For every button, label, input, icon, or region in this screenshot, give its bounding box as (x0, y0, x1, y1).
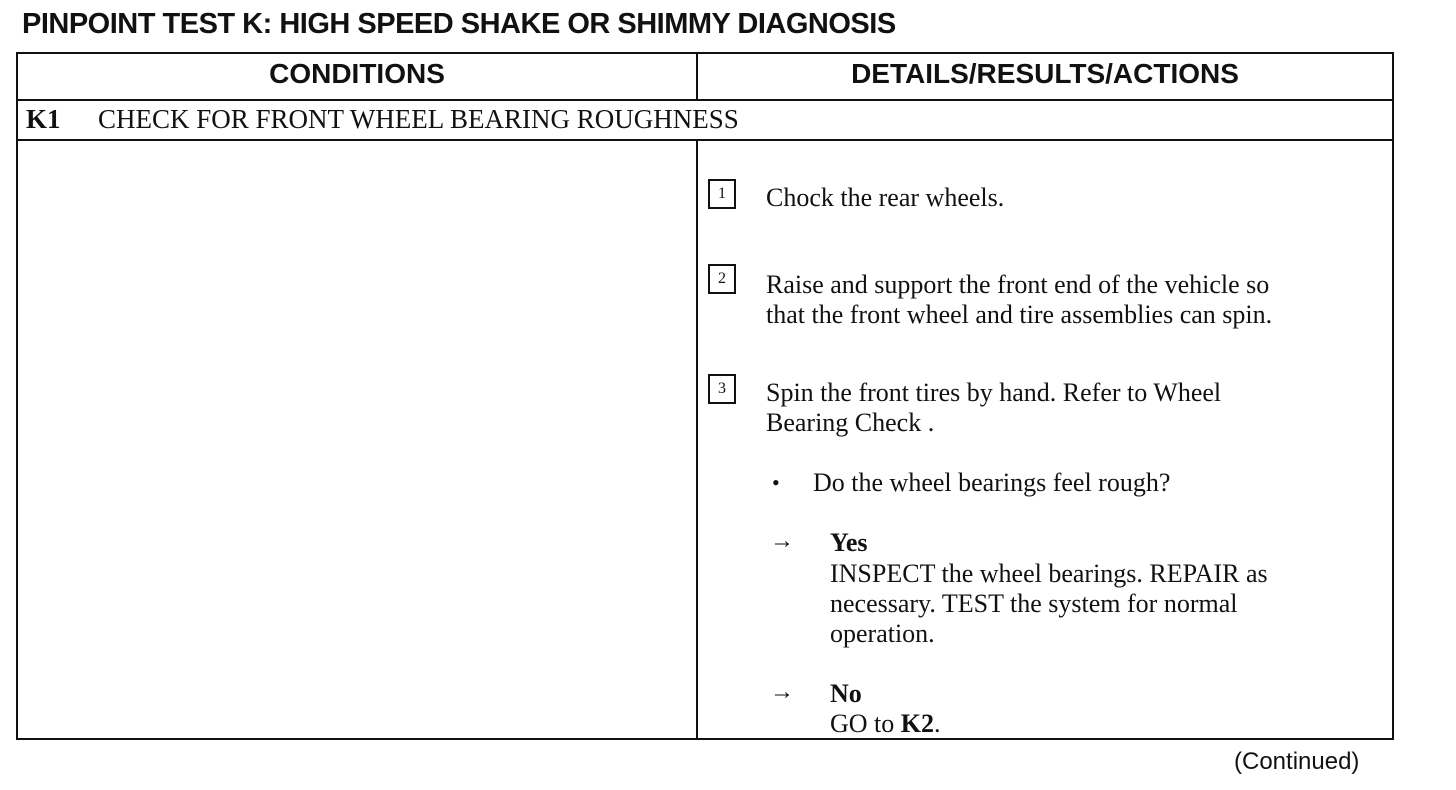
answer-yes-line-2: necessary. TEST the system for normal (830, 589, 1238, 618)
step-number-box-1: 1 (708, 179, 736, 209)
bullet-point: • (772, 470, 780, 495)
answer-yes-line-3: operation. (830, 619, 935, 648)
step-header-row (18, 101, 1392, 141)
question-text: Do the wheel bearings feel rough? (813, 468, 1171, 497)
action-2-line-2: that the front wheel and tire assemblies can spin. (766, 300, 1273, 329)
continued-label: (Continued) (1234, 748, 1360, 775)
step-title: CHECK FOR FRONT WHEEL BEARING ROUGHNESS (98, 104, 739, 134)
answer-no-label: No (830, 679, 862, 708)
pinpoint-test-table (16, 52, 1394, 740)
answer-no-action (830, 709, 941, 739)
conditions-column-header: CONDITIONS (269, 58, 445, 89)
action-1-line-1: Chock the rear wheels. (766, 183, 1005, 212)
answer-yes-line-1: INSPECT the wheel bearings. REPAIR as (830, 559, 1268, 588)
go-to-step-link[interactable]: K2 (900, 709, 935, 738)
arrow-right-icon: → (770, 679, 794, 705)
arrow-right-icon: → (770, 528, 794, 554)
details-column-header: DETAILS/RESULTS/ACTIONS (851, 58, 1239, 89)
step-id: K1 (26, 104, 61, 134)
action-3-line-1: Spin the front tires by hand. Refer to Wheel (766, 378, 1222, 407)
column-divider (696, 54, 698, 738)
go-to-suffix: . (934, 709, 941, 738)
step-number-box-2: 2 (708, 264, 736, 294)
go-to-text: GO to (830, 709, 901, 738)
action-2-line-1: Raise and support the front end of the vehicle so (766, 270, 1270, 299)
action-3-line-2: Bearing Check . (766, 408, 935, 437)
answer-yes-label: Yes (830, 528, 868, 557)
step-number-box-3: 3 (708, 374, 736, 404)
page-title: PINPOINT TEST K: HIGH SPEED SHAKE OR SHIMMY DIAGNOSIS (22, 8, 896, 40)
table-header-row (18, 54, 1392, 101)
